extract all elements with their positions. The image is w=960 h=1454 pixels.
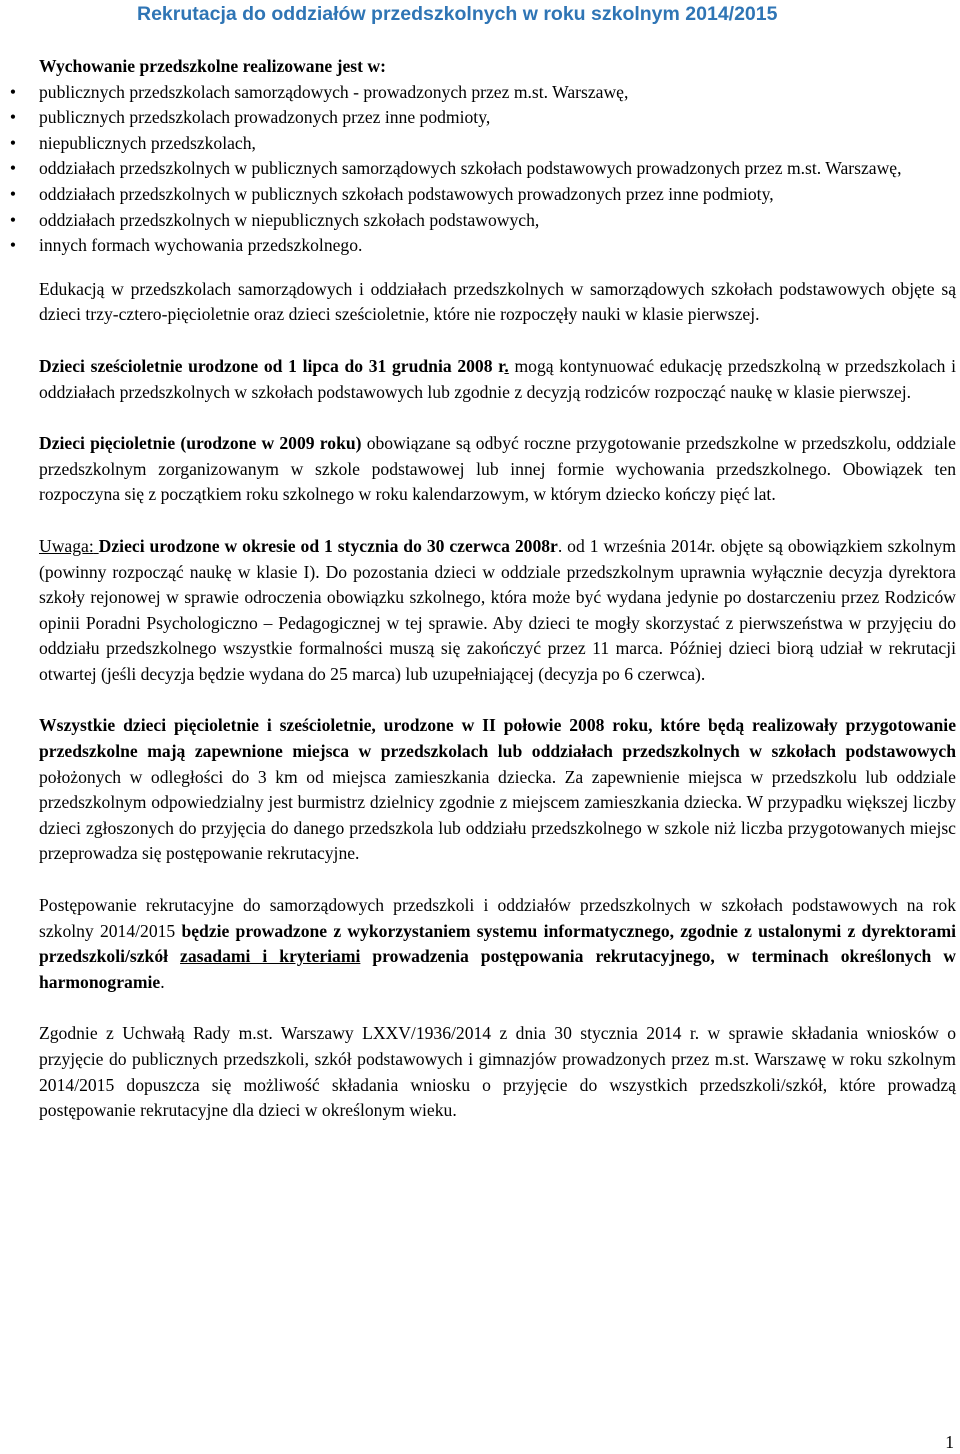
- bullet-icon: •: [9, 158, 17, 179]
- six-year-olds-dot: .: [504, 355, 509, 376]
- five-year-olds-text: obowiązane są odbyć roczne przygotowanie przedszkolne w przedszkolu, oddziale przedszkolnym zorganizowanym w szkole podstawowej lub innej formie wychowania przedszkolnego. Obowiązek ten rozpoczyna się z początkiem roku szkolnego w roku kalendarzowym, w którym dziecko kończy pięć lat.: [39, 433, 956, 505]
- note-text: . od 1 września 2014r. objęte są obowiązkiem szkolnym (powinny rozpocząć naukę w klasie I). Do pozostania dzieci w oddziale przedszkolnym uprawnia wyłącznie decyzja dyrektora szkoły rejonowej w sprawie odroczenia obowiązku szkolnego, która może być wydana jedynie po dostarczeniu przez Rodziców opinii Poradni Psychologiczno – Pedagogicznej w tej sprawie. Aby dzieci te mogły skorzystać z pierwszeństwa w przyjęciu do oddziału przedszkolnego wszystkie formalności muszą się zakończyć przez 11 marca. Później dzieci biorą udział w rekrutacji otwartej (jeśli decyzja będzie wydana do 25 marca) lub uzupełniającej (decyzja po 6 czerwca).: [39, 535, 956, 684]
- document-body: [9, 0, 956, 1124]
- paragraph-resolution: Zgodnie z Uchwałą Rady m.st. Warszawy LXXV/1936/2014 z dnia 30 stycznia 2014 r. w sprawie składania wniosków o przyjęcie do publicznych przedszkoli, szkół podstawowych i gimnazjów prowadzonych przez m.st. Warszawę w roku szkolnym 2014/2015 dopuszcza się możliwość składania wniosku o przyjęcie do wszystkich przedszkoli/szkół, które prowadzą postępowanie rekrutacyjne dla dzieci w określonym wieku.: [39, 1023, 956, 1121]
- all-children-text: położonych w odległości do 3 km od miejsca zamieszkania dziecka. Za zapewnienie miejsca w przedszkolu lub oddziale przedszkolnym odpowiedzialny jest burmistrz dzielnicy zgodnie z miejscem zamieszkania dziecka. W przypadku większej liczby dzieci zgłoszonych do przyjęcia do danego przedszkola lub oddziału przedszkolnego w szkole niż liczba przygotowanych miejsc przeprowadza się postępowanie rekrutacyjne.: [39, 766, 956, 864]
- note-label: Uwaga:: [39, 535, 94, 556]
- paragraph-note: [39, 534, 956, 688]
- note-bold: Dzieci urodzone w okresie od 1 stycznia do 30 czerwca 2008r: [98, 535, 558, 556]
- intro-heading: Wychowanie przedszkolne realizowane jest w:: [39, 56, 386, 76]
- paragraph-five-year-olds: [39, 431, 956, 508]
- list-item: • oddziałach przedszkolnych w publicznych szkołach podstawowych prowadzonych przez inne podmioty,: [39, 182, 956, 208]
- list-item: • oddziałach przedszkolnych w publicznych samorządowych szkołach podstawowych prowadzonych przez m.st. Warszawę,: [39, 156, 956, 182]
- six-year-olds-text: mogą kontynuować edukację przedszkolną w przedszkolach i oddziałach przedszkolnych w szkołach podstawowych lub zgodnie z decyzją rodziców rozpocząć naukę w klasie pierwszej.: [39, 355, 956, 402]
- five-year-olds-bold: Dzieci pięcioletnie (urodzone w 2009 roku): [39, 433, 362, 454]
- recruitment-bold-2: prowadzenia postępowania rekrutacyjnego, w terminach określonych w harmonogramie: [39, 946, 956, 992]
- rules-link[interactable]: zasadami i kryteriami: [180, 946, 361, 967]
- page-title: Rekrutacja do oddziałów przedszkolnych w roku szkolnym 2014/2015: [137, 3, 778, 25]
- bullet-icon: •: [9, 235, 17, 256]
- paragraph-six-year-olds: [39, 354, 956, 405]
- paragraph-all-children: [39, 713, 956, 867]
- bullet-icon: •: [9, 132, 17, 153]
- paragraph-education-scope: Edukacją w przedszkolach samorządowych i oddziałach przedszkolnych w samorządowych szkołach podstawowych objęte są dzieci trzy-cztero-pięcioletnie oraz dzieci sześcioletnie, które nie rozpoczęły nauki w klasie pierwszej.: [39, 278, 956, 325]
- institution-list: [9, 80, 956, 259]
- page-number: 1: [945, 1432, 954, 1452]
- bullet-icon: •: [9, 183, 17, 204]
- list-item: • oddziałach przedszkolnych w niepublicznych szkołach podstawowych,: [39, 208, 956, 234]
- bullet-icon: •: [9, 81, 17, 102]
- list-item: • niepublicznych przedszkolach,: [39, 131, 956, 157]
- six-year-olds-bold: Dzieci sześcioletnie urodzone od 1 lipca do 31 grudnia 2008 r: [39, 355, 505, 376]
- recruitment-text: Postępowanie rekrutacyjne do samorządowych przedszkoli i oddziałów przedszkolnych w szkołach podstawowych na rok szkolny 2014/2015: [39, 895, 956, 941]
- bullet-icon: •: [9, 209, 17, 230]
- list-item: • publicznych przedszkolach samorządowych - prowadzonych przez m.st. Warszawę,: [39, 80, 956, 106]
- list-item: • innych formach wychowania przedszkolnego.: [39, 233, 956, 259]
- all-children-bold: Wszystkie dzieci pięcioletnie i sześcioletnie, urodzone w II połowie 2008 roku, które będą realizowały przygotowanie przedszkolne mają zapewnione miejsca w przedszkolach lub oddziałach przedszkolnych w szkołach podstawowych: [39, 715, 956, 762]
- list-item: • publicznych przedszkolach prowadzonych przez inne podmioty,: [39, 105, 956, 131]
- paragraph-recruitment: Postępowanie rekrutacyjne do samorządowych przedszkoli i oddziałów przedszkolnych w szkołach podstawowych na rok szkolny 2014/2015 będzie prowadzone z wykorzystaniem systemu informatycznego, zgodnie z ustalonymi z dyrektorami przedszkoli/szkół zasadami i kryteriami prowadzenia postępowania rekrutacyjnego, w terminach określonych w harmonogramie.: [39, 895, 956, 992]
- bullet-icon: •: [9, 107, 17, 128]
- recruitment-bold: będzie prowadzone z wykorzystaniem systemu informatycznego, zgodnie z ustalonymi z dyrektorami przedszkoli/szkół: [39, 920, 956, 967]
